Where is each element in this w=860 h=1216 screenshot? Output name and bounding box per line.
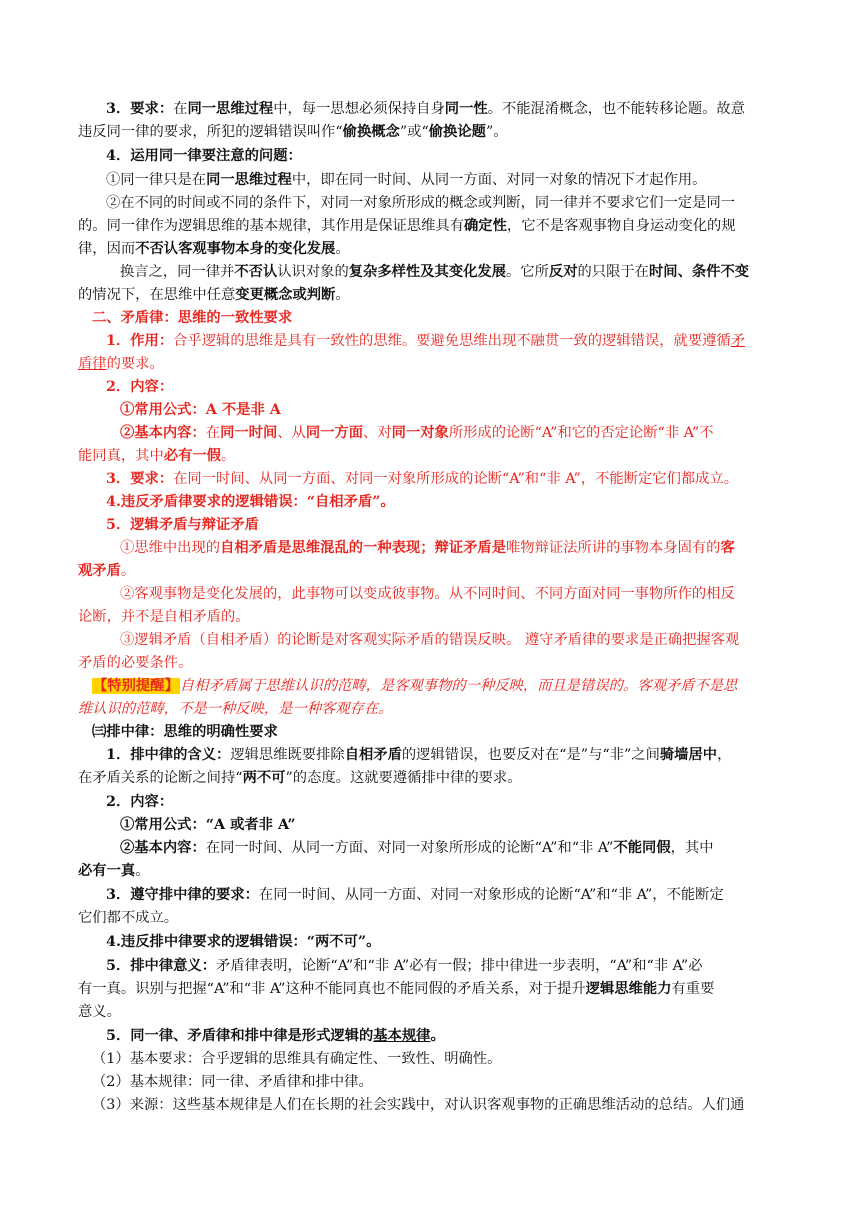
requirement-heading: 3．要求： [106,101,174,117]
section-4-title: 4．运用同一律要注意的问题： [106,148,302,164]
three-laws-point-3: （3）来源：这些基本规律是人们在长期的社会实践中，对认识客观事物的正确思维活动的总结。人们通 [92,1097,745,1113]
section-4-point-2-line-3: 律，因而不否认客观事物本身的变化发展。 [78,241,350,257]
logical-vs-dialectical-point-3-line-2: 矛盾的必要条件。 [78,655,193,671]
contradiction-formula: ①常用公式：A 不是非 A [120,402,281,418]
section-4-point-1: ①同一律只是在同一思维过程中，即在同一时间、从同一方面、对同一对象的情况下才起作用。 [106,172,707,188]
excluded-middle-requirement-line-1: 3．遵守排中律的要求：在同一时间、从同一方面、对同一对象形成的论断“A”和“非 A”，不能断定 [106,887,724,903]
three-laws-heading: 5．同一律、矛盾律和排中律是形式逻辑的基本规律。 [106,1028,445,1044]
section-4-point-3-line-2: 的情况下，在思维中任意变更概念或判断。 [78,287,350,303]
section-4-point-2-line-2: 的。同一律作为逻辑思维的基本规律，其作用是保证思维具有确定性，它不是客观事物自身运动变化的规 [78,218,736,234]
excluded-middle-meaning-line-1: 1．排中律的含义：逻辑思维既要排除自相矛盾的逻辑错误，也要反对在“是”与“非”之间骑墙居中， [106,747,732,763]
contradiction-basic-line-1: ②基本内容：在同一时间、从同一方面、对同一对象所形成的论断“A”和它的否定论断“非 A”不 [120,425,714,441]
logical-vs-dialectical-point-1-line-1: ①思维中出现的自相矛盾是思维混乱的一种表现；辩证矛盾是唯物辩证法所讲的事物本身固有的客 [120,540,735,556]
contradiction-use-line-2: 盾律的要求。 [78,356,164,372]
excluded-middle-basic-line-2: 必有一真。 [78,863,150,879]
special-reminder-line-1: 【特别提醒】自相矛盾属于思维认识的范畴，是客观事物的一种反映，而且是错误的。客观矛盾不是思 [93,678,738,694]
excluded-middle-significance-line-1: 5．排中律意义：矛盾律表明，论断“A”和“非 A”必有一假；排中律进一步表明，“A”和“非 A”必 [106,958,703,974]
contradiction-violation: 4.违反矛盾律要求的逻辑错误：“自相矛盾”。 [106,494,395,510]
logical-vs-dialectical-point-2-line-2: 论断，并不是自相矛盾的。 [78,609,250,625]
document-page [78,98,784,1117]
excluded-middle-content-title: 2．内容： [106,794,174,810]
excluded-middle-formula: ①常用公式：“A 或者非 A” [120,817,296,833]
section-4-point-2-line-1: ②在不同的时间或不同的条件下，对同一对象所形成的概念或判断，同一律并不要求它们一定是同一 [106,195,736,211]
contradiction-law-title: 二、矛盾律：思维的一致性要求 [92,310,293,326]
excluded-middle-basic-line-1: ②基本内容：在同一时间、从同一方面、对同一对象所形成的论断“A”和“非 A”不能同假，其中 [120,840,714,856]
contradiction-content-title: 2．内容： [106,379,174,395]
excluded-middle-violation: 4.违反排中律要求的逻辑错误：“两不可”。 [106,934,381,950]
logical-vs-dialectical-point-1-line-2: 观矛盾。 [78,563,136,579]
contradiction-requirement: 3．要求：在同一时间、从同一方面、对同一对象所形成的论断“A”和“非 A”，不能断定它们都成立。 [106,471,739,487]
special-reminder-line-2: 维认识的范畴，不是一种反映，是一种客观存在。 [78,701,393,717]
logical-vs-dialectical-point-3-line-1: ③逻辑矛盾（自相矛盾）的论断是对客观实际矛盾的错误反映。 遵守矛盾律的要求是正确把握客观 [120,632,740,648]
logical-vs-dialectical-title: 5．逻辑矛盾与辩证矛盾 [106,517,259,533]
requirement-line-1: 3．要求：在同一思维过程中，每一思想必须保持自身同一性。不能混淆概念，也不能转移论题。故意 [106,101,746,117]
contradiction-basic-line-2: 能同真，其中必有一假。 [78,448,236,464]
three-laws-point-1: （1）基本要求：合乎逻辑的思维具有确定性、一致性、明确性。 [92,1051,502,1067]
special-reminder-badge: 【特别提醒】 [93,678,179,694]
requirement-line-2: 违反同一律的要求，所犯的逻辑错误叫作“偷换概念”或“偷换论题”。 [78,124,508,140]
excluded-middle-significance-line-2: 有一真。识别与把握“A”和“非 A”这种不能同真也不能同假的矛盾关系，对于提升逻辑思维能力有重要 [78,981,715,997]
three-laws-point-2: （2）基本规律：同一律、矛盾律和排中律。 [92,1074,373,1090]
contradiction-use-line-1: 1．作用：合乎逻辑的思维是具有一致性的思维。要避免思维出现不融贯一致的逻辑错误，就要遵循矛 [106,333,746,349]
section-4-point-3-line-1: 换言之，同一律并不否认认识对象的复杂多样性及其变化发展。它所反对的只限于在时间、条件不变 [120,264,750,280]
logical-vs-dialectical-point-2-line-1: ②客观事物是变化发展的，此事物可以变成彼事物。从不同时间、不同方面对同一事物所作的相反 [120,586,735,602]
excluded-middle-meaning-line-2: 在矛盾关系的论断之间持“两不可”的态度。这就要遵循排中律的要求。 [78,770,522,786]
excluded-middle-requirement-line-2: 它们都不成立。 [78,910,179,926]
excluded-middle-title: ㈢排中律：思维的明确性要求 [92,724,278,740]
excluded-middle-significance-line-3: 意义。 [78,1004,121,1020]
